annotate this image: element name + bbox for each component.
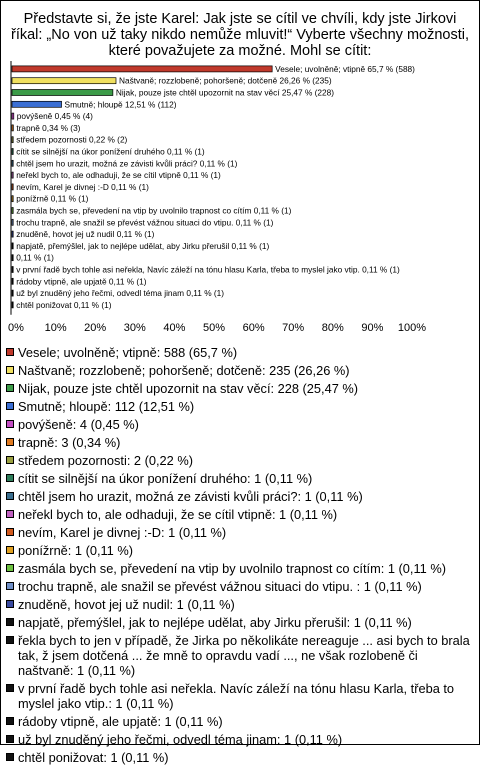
bar-label: neřekl bych to, ale odhaduji, že se cítil vtipně 0,11 % (1) <box>16 170 221 181</box>
legend-item <box>6 435 474 450</box>
bar <box>12 66 272 72</box>
bar-label: Nijak, pouze jste chtěl upozornit na stav věcí 25,47 % (228) <box>115 87 335 98</box>
bar-label: rádoby vtipně, ale upjatě 0,11 % (1) <box>16 276 147 287</box>
legend-item <box>6 597 474 612</box>
bar <box>12 125 13 131</box>
legend-swatch <box>6 717 14 725</box>
bar <box>12 172 13 178</box>
bar-label: ponížrně 0,11 % (1) <box>16 193 89 204</box>
legend-item <box>6 363 474 378</box>
bar-label: chtěl ponižovat 0,11 % (1) <box>16 299 112 310</box>
bar-label: povýšeně 0,45 % (4) <box>16 111 93 122</box>
legend-swatch <box>6 684 14 692</box>
legend-swatch <box>6 474 14 482</box>
legend-item <box>6 507 474 522</box>
bar-label: v první řadě bych tohle asi neřekla, Navíc záleží na tónu hlasu Karla, třeba to myslel jako vtip. 0,11 % (1) <box>16 264 400 275</box>
legend-item <box>6 399 474 414</box>
bar <box>12 208 13 214</box>
x-tick-label: 80% <box>321 322 344 334</box>
legend-swatch <box>6 618 14 626</box>
legend-item <box>6 471 474 486</box>
legend-label: trapně: 3 (0,34 %) <box>18 435 121 450</box>
legend-label: trochu trapně, ale snažil se převést vážnou situaci do vtipu. : 1 (0,11 %) <box>18 579 422 594</box>
bar-label: Smutně; hloupě 12,51 % (112) <box>64 99 177 110</box>
bar <box>12 90 113 96</box>
legend-label: rádoby vtipně, ale upjatě: 1 (0,11 %) <box>18 714 223 729</box>
x-tick-label: 30% <box>123 322 146 334</box>
x-tick-label: 0% <box>8 322 24 334</box>
legend-label: už byl znuděný jeho řečmi, odvedl téma jinam: 1 (0,11 %) <box>18 732 343 747</box>
legend-label: Smutně; hloupě: 112 (12,51 %) <box>18 399 195 414</box>
legend-label: ponížrně: 1 (0,11 %) <box>18 543 133 558</box>
bar <box>12 137 13 143</box>
chart-title: Představte si, že jste Karel: Jak jste se cítil ve chvíli, kdy jste Jirkovi říkal: „No von už taky nikdo nemůže mluvit!“ Vyberte všechny možnosti, které považujete za možné. Mohl se cítit: <box>10 11 469 59</box>
legend-label: řekla bych to jen v případě, že Jirka po několikáte nereaguje ... asi bych to brala tak, ž jsem dotčená ... že mně to opravdu vadí ..., ne však rozlobeně či naštvaně: 1 (0,11 %) <box>18 633 470 678</box>
legend <box>6 345 474 768</box>
legend-label: středem pozornosti: 2 (0,22 %) <box>18 453 193 468</box>
legend-swatch <box>6 384 14 392</box>
legend-item <box>6 381 474 396</box>
legend-swatch <box>6 438 14 446</box>
legend-item <box>6 714 474 729</box>
legend-item <box>6 561 474 576</box>
legend-label: Nijak, pouze jste chtěl upozornit na stav věcí: 228 (25,47 %) <box>18 381 359 396</box>
x-tick-label: 90% <box>361 322 384 334</box>
legend-label: chtěl jsem ho urazit, možná ze závisti kvůli práci?: 1 (0,11 %) <box>18 489 363 504</box>
bar <box>12 302 13 308</box>
legend-item <box>6 345 474 360</box>
bar <box>12 160 13 166</box>
bar-label: trochu trapně, ale snažil se převést vážnou situaci do vtipu. 0,11 % (1) <box>16 217 274 228</box>
legend-swatch <box>6 348 14 356</box>
legend-swatch <box>6 564 14 572</box>
legend-swatch <box>6 735 14 743</box>
x-tick-label: 20% <box>84 322 107 334</box>
bar-label: Naštvaně; rozzlobeně; pohoršeně; dotčeně 26,26 % (235) <box>118 75 332 86</box>
bar <box>12 255 13 261</box>
bar-label: nevím, Karel je divnej :-D 0,11 % (1) <box>16 181 149 192</box>
legend-item <box>6 615 474 630</box>
legend-item <box>6 681 474 711</box>
bar <box>12 113 14 119</box>
bar <box>12 184 13 190</box>
bar-label: znuděně, hovot jej už nudil 0,11 % (1) <box>16 229 155 240</box>
bar-chart <box>0 0 480 345</box>
bar <box>12 267 13 273</box>
legend-swatch <box>6 528 14 536</box>
legend-item <box>6 417 474 432</box>
bar <box>12 278 13 284</box>
bar <box>12 78 116 84</box>
legend-item <box>6 525 474 540</box>
bar <box>12 219 13 225</box>
legend-swatch <box>6 546 14 554</box>
bar-label: středem pozornosti 0,22 % (2) <box>16 134 128 145</box>
bar-label: cítit se silnější na úkor ponížení druhého 0,11 % (1) <box>16 146 205 157</box>
legend-swatch <box>6 456 14 464</box>
bar-label: Vesele; uvolněně; vtipně 65,7 % (588) <box>275 63 415 74</box>
legend-swatch <box>6 402 14 410</box>
legend-item <box>6 633 474 678</box>
bar-label: zasmála bych se, převedení na vtip by uvolnilo trapnost co cítím 0,11 % (1) <box>16 205 292 216</box>
legend-swatch <box>6 600 14 608</box>
legend-swatch <box>6 492 14 500</box>
x-tick-label: 10% <box>44 322 67 334</box>
bar-label: už byl znuděný jeho řečmi, odvedl téma jinam 0,11 % (1) <box>16 288 225 299</box>
bar-label: napjatě, přemýšlel, jak to nejlépe udělat, aby Jirku přerušil 0,11 % (1) <box>16 240 270 251</box>
legend-label: Naštvaně; rozzlobeně; pohoršeně; dotčeně: 235 (26,26 %) <box>18 363 350 378</box>
legend-label: cítit se silnější na úkor ponížení druhého: 1 (0,11 %) <box>18 471 313 486</box>
legend-swatch <box>6 510 14 518</box>
legend-label: nevím, Karel je divnej :-D: 1 (0,11 %) <box>18 525 227 540</box>
x-tick-label: 100% <box>397 322 427 334</box>
bar <box>12 101 62 107</box>
bar-label: chtěl jsem ho urazit, možná ze závisti kvůli práci? 0,11 % (1) <box>16 158 238 169</box>
legend-label: znuděně, hovot jej už nudil: 1 (0,11 %) <box>18 597 235 612</box>
x-tick-label: 50% <box>202 322 226 334</box>
legend-item <box>6 750 474 765</box>
legend-label: chtěl ponižovat: 1 (0,11 %) <box>18 750 169 765</box>
bar-label: 0,11 % (1) <box>16 252 54 263</box>
legend-label: povýšeně: 4 (0,45 %) <box>18 417 139 432</box>
x-tick-label: 70% <box>282 322 305 334</box>
x-tick-label: 40% <box>163 322 186 334</box>
legend-item <box>6 489 474 504</box>
legend-label: v první řadě bych tohle asi neřekla. Navíc záleží na tónu hlasu Karla, třeba to myslel jako vtip.: 1 (0,11 %) <box>18 681 455 711</box>
legend-label: zasmála bych se, převedení na vtip by uvolnilo trapnost co cítím: 1 (0,11 %) <box>18 561 446 576</box>
bar <box>12 149 13 155</box>
bar-label: trapně 0,34 % (3) <box>16 122 81 133</box>
bar <box>12 290 13 296</box>
legend-item <box>6 453 474 468</box>
legend-swatch <box>6 636 14 644</box>
bar <box>12 231 13 237</box>
legend-swatch <box>6 582 14 590</box>
legend-item <box>6 579 474 594</box>
legend-item <box>6 543 474 558</box>
legend-swatch <box>6 366 14 374</box>
legend-label: Vesele; uvolněně; vtipně: 588 (65,7 %) <box>18 345 238 360</box>
bar <box>12 196 13 202</box>
legend-swatch <box>6 420 14 428</box>
legend-swatch <box>6 753 14 761</box>
legend-label: neřekl bych to, ale odhaduji, že se cítil vtipně: 1 (0,11 %) <box>18 507 338 522</box>
bar <box>12 243 13 249</box>
x-tick-label: 60% <box>242 322 265 334</box>
legend-label: napjatě, přemýšlel, jak to nejlépe udělat, aby Jirku přerušil: 1 (0,11 %) <box>18 615 412 630</box>
